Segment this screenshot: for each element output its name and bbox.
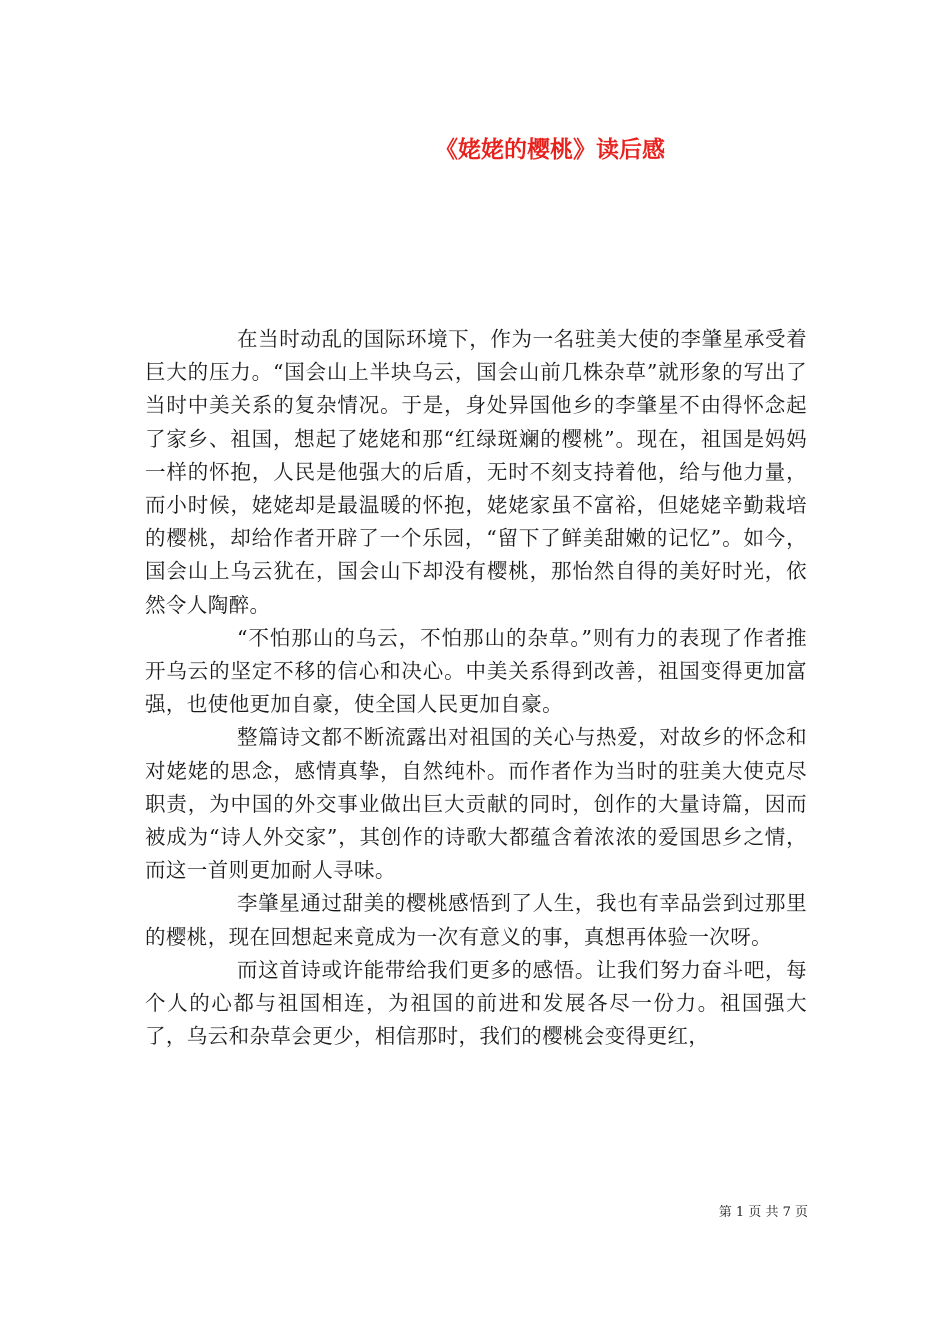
document-title: 《姥姥的樱桃》读后感	[435, 136, 665, 163]
paragraph: 整篇诗文都不断流露出对祖国的关心与热爱，对故乡的怀念和对姥姥的思念，感情真挚，自然纯朴。而作者作为当时的驻美大使克尽职责，为中国的外交事业做出巨大贡献的同时，创作的大量诗篇，因而被成为“诗人外交家”，其创作的诗歌大都蕴含着浓浓的爱国思乡之情，而这一首则更加耐人寻味。	[145, 725, 807, 883]
paragraph: “不怕那山的乌云，不怕那山的杂草。”则有力的表现了作者推开乌云的坚定不移的信心和决心。中美关系得到改善，祖国变得更加富强，也使他更加自豪，使全国人民更加自豪。	[145, 625, 807, 717]
paragraph: 在当时动乱的国际环境下，作为一名驻美大使的李肇星承受着巨大的压力。“国会山上半块乌云，国会山前几株杂草”就形象的写出了当时中美关系的复杂情况。于是，身处异国他乡的李肇星不由得怀念起了家乡、祖国，想起了姥姥和那“红绿斑斓的樱桃”。现在，祖国是妈妈一样的怀抱，人民是他强大的后盾，无时不刻支持着他，给与他力量，而小时候，姥姥却是最温暖的怀抱，姥姥家虽不富裕，但姥姥辛勤栽培的樱桃，却给作者开辟了一个乐园，“留下了鲜美甜嫩的记忆”。如今，国会山上乌云犹在，国会山下却没有樱桃，那怡然自得的美好时光，依然令人陶醉。	[145, 327, 807, 617]
page-number: 第 1 页 共 7 页	[718, 1205, 808, 1220]
paragraph: 而这首诗或许能带给我们更多的感悟。让我们努力奋斗吧，每个人的心都与祖国相连，为祖国的前进和发展各尽一份力。祖国强大了，乌云和杂草会更少，相信那时，我们的樱桃会变得更红，	[145, 957, 807, 1049]
document-body	[145, 323, 807, 1053]
paragraph: 李肇星通过甜美的樱桃感悟到了人生，我也有幸品尝到过那里的樱桃，现在回想起来竟成为一次有意义的事，真想再体验一次呀。	[145, 891, 807, 949]
